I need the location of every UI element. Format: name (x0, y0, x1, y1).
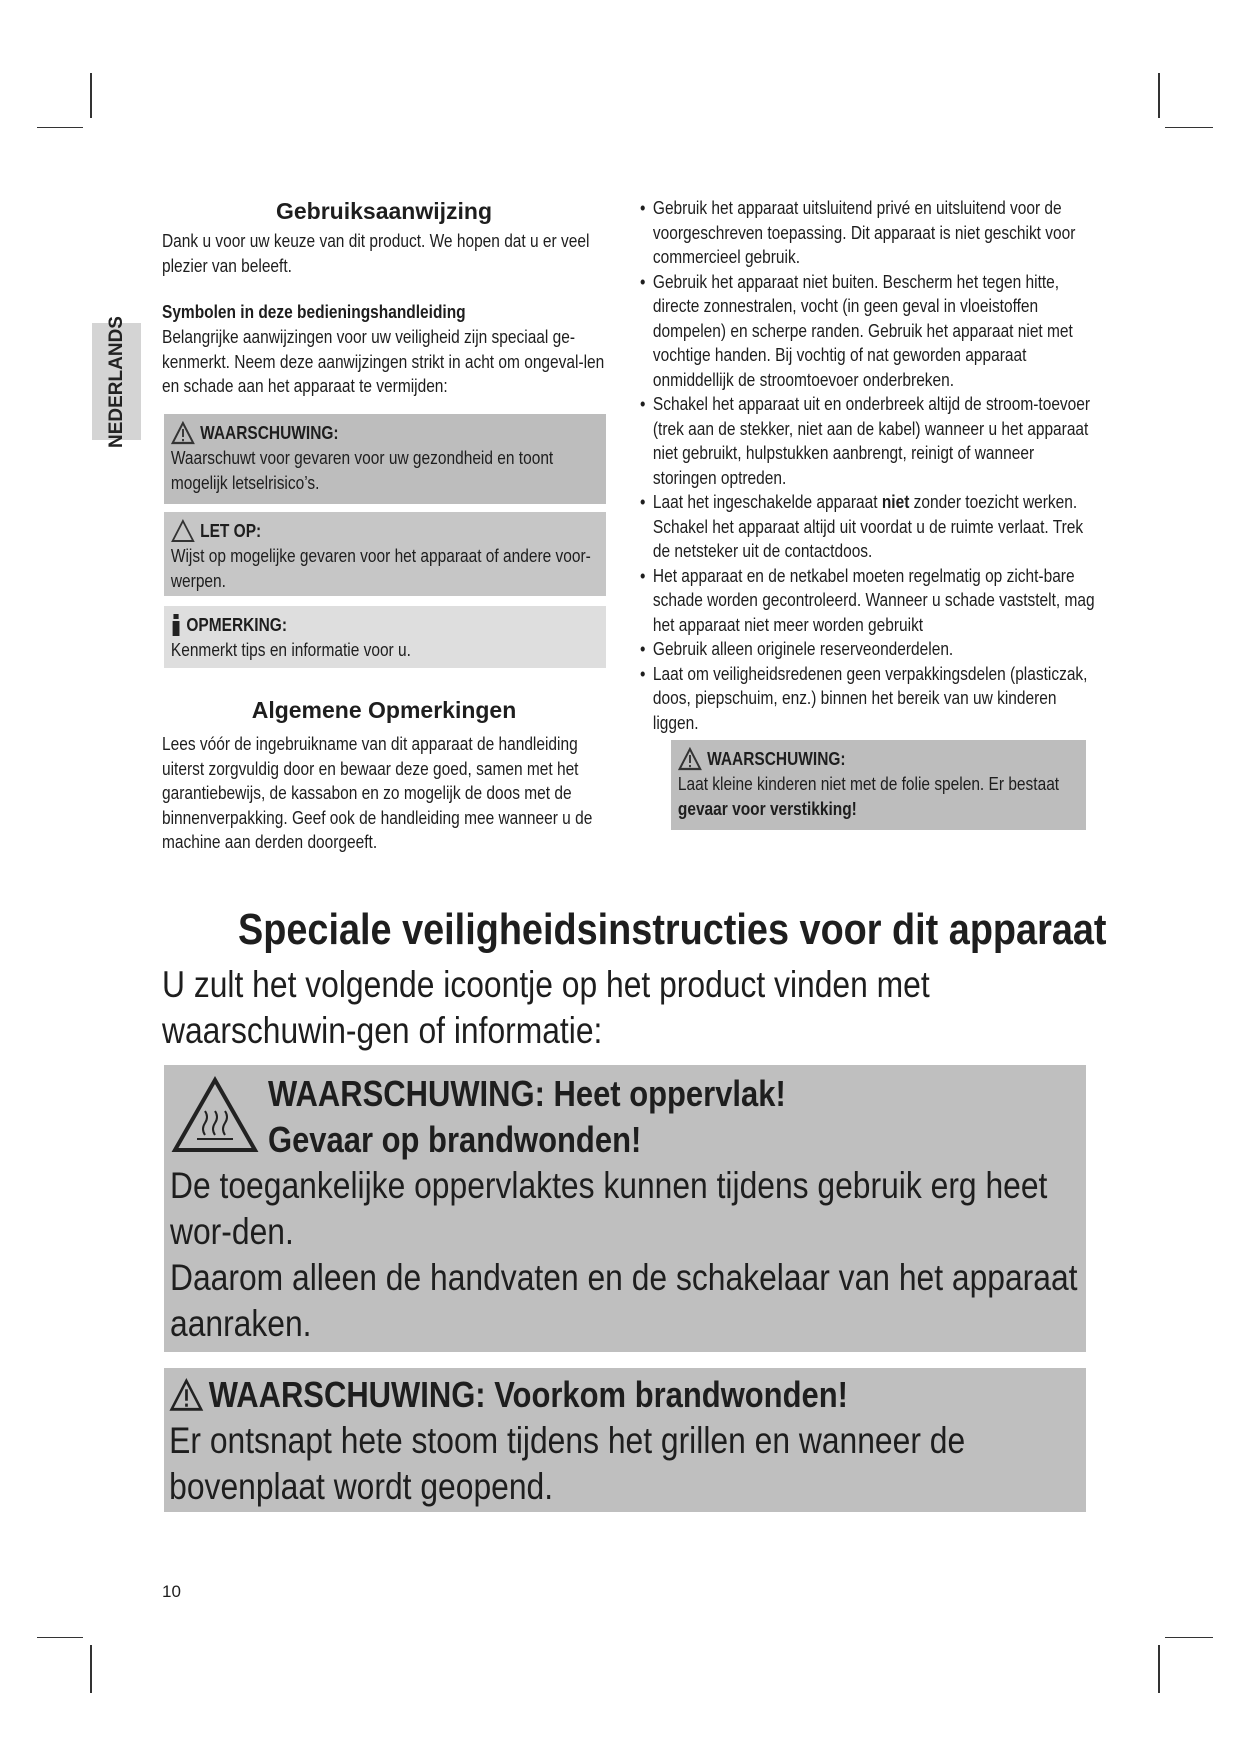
caution-box (164, 512, 606, 596)
list-item: • Het apparaat en de netkabel moeten regelmatig op zicht-bare schade worden gecontroleerd. Wanneer u schade vaststelt, mag het apparaat niet meer worden gebruikt (640, 565, 1095, 635)
special-heading: Speciale veiligheidsinstructies voor dit apparaat (238, 905, 1107, 954)
hot-surface-warning-box (164, 1065, 1086, 1352)
left-column (162, 198, 606, 399)
warning-text: Waarschuwt voor gevaren voor uw gezondheid en toont mogelijk letselrisico’s. (170, 448, 554, 493)
hot-warning-title: WAARSCHUWING: Heet oppervlak! (268, 1073, 786, 1114)
list-item: • Gebruik alleen originele reserveonderdelen. (640, 639, 954, 659)
burn-warning-box (164, 1368, 1086, 1512)
hot-warning-text: De toegankelijke oppervlaktes kunnen tijdens gebruik erg heet wor-den. (170, 1165, 1048, 1252)
list-item: • Laat het ingeschakelde apparaat niet zonder toezicht werken. Schakel het apparaat altijd uit voordat u de ruimte verlaat. Trek de netsteker uit de contactdoos. (640, 492, 1084, 561)
crop-mark (1158, 1645, 1160, 1693)
info-icon (171, 613, 181, 637)
foil-warning-box (671, 740, 1086, 830)
crop-mark (37, 1637, 83, 1638)
right-column (640, 196, 1095, 735)
list-item: • Gebruik het apparaat niet buiten. Bescherm het tegen hitte, directe zonnestralen, vocht (in geen geval in vloeistoffen dompelen) en scherpe randen. Gebruik het apparaat niet met vochtige handen. Bij vochtig of nat geworden apparaat onmiddellijk de stroomtoevoer onderbreken. (640, 271, 1073, 390)
crop-mark (1165, 1637, 1213, 1638)
warning-icon (678, 747, 702, 771)
burn-warning-title: WAARSCHUWING: Voorkom brandwonden! (208, 1374, 848, 1415)
general-heading: Algemene Opmerkingen (251, 697, 517, 723)
warning-box (164, 414, 606, 504)
caution-text: Wijst op mogelijke gevaren voor het apparaat of andere voor-werpen. (170, 546, 591, 591)
crop-mark (1158, 73, 1160, 118)
crop-mark (90, 1645, 92, 1693)
note-box (164, 606, 606, 668)
warning-title: WAARSCHUWING: (200, 423, 339, 443)
warning-title: WAARSCHUWING: (707, 749, 846, 769)
list-item: • Schakel het apparaat uit en onderbreek altijd de stroom-toevoer (trek aan de stekker, niet aan de kabel) wanneer u het apparaat niet gebruikt, hulpstukken aanbrengt, reinigt of wanneer storingen optreden. (640, 394, 1091, 488)
caution-title: LET OP: (200, 521, 262, 541)
section-title: Gebruiksaanwijzing (276, 198, 492, 224)
crop-mark (37, 127, 83, 128)
symbols-text: Belangrijke aanwijzingen voor uw veiligheid zijn speciaal ge-kenmerkt. Neem deze aanwijzingen strikt in acht om ongeval-len en schade aan het apparaat te vermijden: (162, 327, 605, 396)
list-item: • Gebruik het apparaat uitsluitend privé en uitsluitend voor de voorgeschreven toepassing. Dit apparaat is niet geschikt voor commercieel gebruik. (640, 198, 1076, 267)
safety-list (640, 196, 1095, 735)
note-title: OPMERKING: (186, 615, 287, 635)
language-tab-label: NEDERLANDS (105, 315, 127, 448)
symbols-heading: Symbolen in deze bedieningshandleiding (162, 302, 466, 322)
crop-mark (1165, 127, 1213, 128)
warning-icon (169, 1377, 203, 1413)
general-section (162, 697, 606, 855)
list-item: • Laat om veiligheidsredenen geen verpakkingsdelen (plasticzak, doos, piepschuim, enz.) binnen het bereik van uw kinderen liggen. (640, 663, 1088, 733)
page-number: 10 (162, 1582, 181, 1601)
burn-warning-text: Er ontsnapt hete stoom tijdens het grillen en wanneer de bovenplaat wordt geopend. (169, 1420, 966, 1507)
hot-warning-text: Daarom alleen de handvaten en de schakelaar van het apparaat aanraken. (170, 1257, 1078, 1344)
caution-icon (171, 519, 195, 543)
hot-warning-subtitle: Gevaar op brandwonden! (268, 1119, 642, 1160)
intro-text: Dank u voor uw keuze van dit product. We hopen dat u er veel plezier van beleeft. (162, 231, 590, 276)
special-intro: U zult het volgende icoontje op het product vinden met waarschuwin-gen of informatie: (162, 964, 930, 1051)
general-text: Lees vóór de ingebruikname van dit apparaat de handleiding uiterst zorgvuldig door en bewaar deze goed, samen met het garantiebewijs, de kassabon en zo mogelijk de doos met de binnenverpakking. Geef ook de handleiding mee wanneer u de machine aan derden doorgeeft. (162, 734, 593, 852)
warning-text: Laat kleine kinderen niet met de folie spelen. Er bestaat gevaar voor verstikking! (677, 774, 1060, 819)
crop-mark (90, 73, 92, 118)
language-tab (92, 315, 141, 448)
hot-surface-icon (170, 1075, 260, 1155)
warning-icon (171, 421, 195, 445)
note-text: Kenmerkt tips en informatie voor u. (170, 640, 411, 660)
